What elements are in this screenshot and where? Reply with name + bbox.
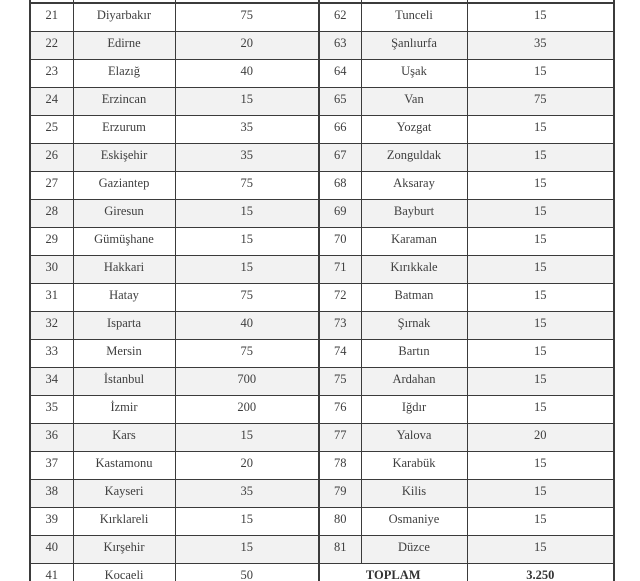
right-province-cell: Uşak xyxy=(361,60,467,88)
table-row xyxy=(30,256,614,284)
left-number-cell: 41 xyxy=(30,564,73,581)
table-row xyxy=(30,228,614,256)
right-province-cell: Ardahan xyxy=(361,368,467,396)
right-number-cell: 77 xyxy=(319,424,361,452)
right-province-cell: Yozgat xyxy=(361,116,467,144)
right-value-cell: 15 xyxy=(467,340,614,368)
right-number-cell: 68 xyxy=(319,172,361,200)
right-value-cell: 15 xyxy=(467,368,614,396)
province-quota-table xyxy=(29,0,615,581)
table-row xyxy=(30,480,614,508)
table-row xyxy=(30,172,614,200)
right-province-cell: Yalova xyxy=(361,424,467,452)
right-province-cell: Zonguldak xyxy=(361,144,467,172)
left-number-cell: 36 xyxy=(30,424,73,452)
right-province-cell: Van xyxy=(361,88,467,116)
right-value-cell: 15 xyxy=(467,144,614,172)
left-value-cell: 15 xyxy=(175,228,319,256)
left-number-cell: 30 xyxy=(30,256,73,284)
left-province-cell: Kırşehir xyxy=(73,536,175,564)
left-province-cell: Isparta xyxy=(73,312,175,340)
left-value-cell: 35 xyxy=(175,144,319,172)
left-value-cell: 75 xyxy=(175,340,319,368)
right-value-cell: 15 xyxy=(467,508,614,536)
right-value-cell: 15 xyxy=(467,3,614,32)
left-province-cell: Kocaeli xyxy=(73,564,175,581)
left-number-cell: 33 xyxy=(30,340,73,368)
left-number-cell: 35 xyxy=(30,396,73,424)
left-value-cell: 75 xyxy=(175,3,319,32)
table-row xyxy=(30,32,614,60)
right-number-cell: 63 xyxy=(319,32,361,60)
table-body xyxy=(30,3,614,564)
right-province-cell: Karabük xyxy=(361,452,467,480)
table-row xyxy=(30,88,614,116)
left-number-cell: 22 xyxy=(30,32,73,60)
left-number-cell: 39 xyxy=(30,508,73,536)
left-number-cell: 37 xyxy=(30,452,73,480)
left-province-cell: Eskişehir xyxy=(73,144,175,172)
table-row xyxy=(30,284,614,312)
left-value-cell: 200 xyxy=(175,396,319,424)
right-value-cell: 15 xyxy=(467,256,614,284)
right-value-cell: 15 xyxy=(467,60,614,88)
left-number-cell: 40 xyxy=(30,536,73,564)
left-province-cell: Kastamonu xyxy=(73,452,175,480)
right-value-cell: 15 xyxy=(467,480,614,508)
left-province-cell: Giresun xyxy=(73,200,175,228)
right-number-cell: 65 xyxy=(319,88,361,116)
right-province-cell: Tunceli xyxy=(361,3,467,32)
left-value-cell: 50 xyxy=(175,564,319,581)
right-province-cell: Düzce xyxy=(361,536,467,564)
right-number-cell: 70 xyxy=(319,228,361,256)
right-number-cell: 66 xyxy=(319,116,361,144)
left-province-cell: Erzincan xyxy=(73,88,175,116)
left-province-cell: İzmir xyxy=(73,396,175,424)
right-value-cell: 15 xyxy=(467,200,614,228)
right-value-cell: 15 xyxy=(467,312,614,340)
right-value-cell: 15 xyxy=(467,228,614,256)
right-province-cell: Şırnak xyxy=(361,312,467,340)
left-value-cell: 20 xyxy=(175,452,319,480)
left-number-cell: 27 xyxy=(30,172,73,200)
right-number-cell: 73 xyxy=(319,312,361,340)
total-label-cell: TOPLAM xyxy=(319,564,467,581)
left-province-cell: Hatay xyxy=(73,284,175,312)
table-row xyxy=(30,60,614,88)
left-value-cell: 700 xyxy=(175,368,319,396)
left-value-cell: 20 xyxy=(175,32,319,60)
right-province-cell: Kilis xyxy=(361,480,467,508)
left-province-cell: Kayseri xyxy=(73,480,175,508)
right-number-cell: 74 xyxy=(319,340,361,368)
right-province-cell: Aksaray xyxy=(361,172,467,200)
right-value-cell: 15 xyxy=(467,396,614,424)
right-number-cell: 79 xyxy=(319,480,361,508)
left-province-cell: Kırklareli xyxy=(73,508,175,536)
right-number-cell: 80 xyxy=(319,508,361,536)
left-value-cell: 15 xyxy=(175,88,319,116)
left-value-cell: 15 xyxy=(175,200,319,228)
table-footer-row xyxy=(30,564,614,581)
left-value-cell: 15 xyxy=(175,256,319,284)
right-value-cell: 15 xyxy=(467,452,614,480)
left-value-cell: 35 xyxy=(175,480,319,508)
left-value-cell: 35 xyxy=(175,116,319,144)
table-row xyxy=(30,3,614,32)
right-number-cell: 81 xyxy=(319,536,361,564)
right-province-cell: Karaman xyxy=(361,228,467,256)
right-number-cell: 78 xyxy=(319,452,361,480)
left-value-cell: 15 xyxy=(175,424,319,452)
table-row xyxy=(30,312,614,340)
left-province-cell: Hakkari xyxy=(73,256,175,284)
right-province-cell: Bayburt xyxy=(361,200,467,228)
left-value-cell: 15 xyxy=(175,536,319,564)
right-number-cell: 72 xyxy=(319,284,361,312)
table-row xyxy=(30,340,614,368)
table-row xyxy=(30,116,614,144)
left-province-cell: Kars xyxy=(73,424,175,452)
right-value-cell: 35 xyxy=(467,32,614,60)
right-number-cell: 67 xyxy=(319,144,361,172)
left-number-cell: 31 xyxy=(30,284,73,312)
left-value-cell: 40 xyxy=(175,312,319,340)
left-number-cell: 34 xyxy=(30,368,73,396)
left-number-cell: 21 xyxy=(30,3,73,32)
right-province-cell: Osmaniye xyxy=(361,508,467,536)
left-province-cell: İstanbul xyxy=(73,368,175,396)
right-number-cell: 64 xyxy=(319,60,361,88)
right-number-cell: 69 xyxy=(319,200,361,228)
left-province-cell: Mersin xyxy=(73,340,175,368)
left-province-cell: Gümüşhane xyxy=(73,228,175,256)
left-number-cell: 29 xyxy=(30,228,73,256)
right-value-cell: 20 xyxy=(467,424,614,452)
right-number-cell: 62 xyxy=(319,3,361,32)
table-footer xyxy=(30,564,614,581)
left-number-cell: 26 xyxy=(30,144,73,172)
left-value-cell: 75 xyxy=(175,284,319,312)
table-row xyxy=(30,144,614,172)
left-number-cell: 28 xyxy=(30,200,73,228)
table-row xyxy=(30,368,614,396)
right-province-cell: Iğdır xyxy=(361,396,467,424)
table-row xyxy=(30,424,614,452)
right-province-cell: Batman xyxy=(361,284,467,312)
table-row xyxy=(30,452,614,480)
right-province-cell: Bartın xyxy=(361,340,467,368)
right-value-cell: 15 xyxy=(467,172,614,200)
left-province-cell: Elazığ xyxy=(73,60,175,88)
left-number-cell: 38 xyxy=(30,480,73,508)
left-value-cell: 40 xyxy=(175,60,319,88)
right-value-cell: 15 xyxy=(467,116,614,144)
left-value-cell: 15 xyxy=(175,508,319,536)
right-value-cell: 75 xyxy=(467,88,614,116)
right-number-cell: 75 xyxy=(319,368,361,396)
right-value-cell: 15 xyxy=(467,284,614,312)
table-row xyxy=(30,536,614,564)
right-number-cell: 71 xyxy=(319,256,361,284)
right-number-cell: 76 xyxy=(319,396,361,424)
left-province-cell: Diyarbakır xyxy=(73,3,175,32)
left-number-cell: 24 xyxy=(30,88,73,116)
table-row xyxy=(30,396,614,424)
left-province-cell: Erzurum xyxy=(73,116,175,144)
table-row xyxy=(30,200,614,228)
left-province-cell: Gaziantep xyxy=(73,172,175,200)
table-row xyxy=(30,508,614,536)
right-province-cell: Kırıkkale xyxy=(361,256,467,284)
right-province-cell: Şanlıurfa xyxy=(361,32,467,60)
left-number-cell: 32 xyxy=(30,312,73,340)
total-value-cell: 3.250 xyxy=(467,564,614,581)
left-number-cell: 23 xyxy=(30,60,73,88)
left-number-cell: 25 xyxy=(30,116,73,144)
left-value-cell: 75 xyxy=(175,172,319,200)
left-province-cell: Edirne xyxy=(73,32,175,60)
right-value-cell: 15 xyxy=(467,536,614,564)
